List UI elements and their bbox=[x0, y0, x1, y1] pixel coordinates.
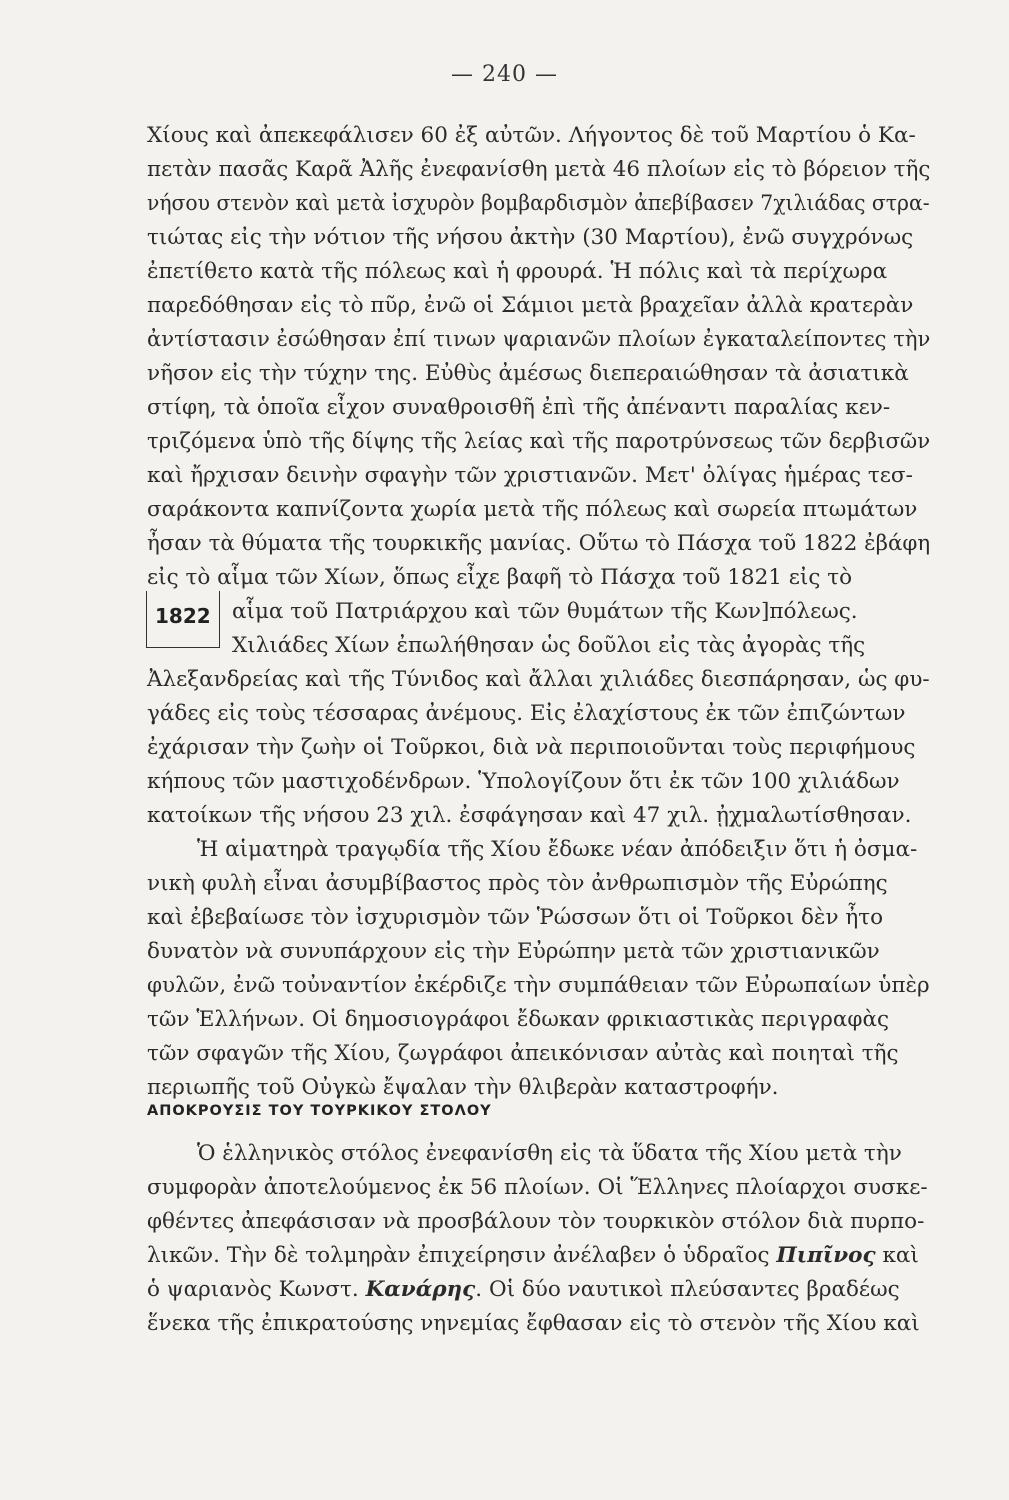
text-line: νῆσον εἰς τὴν τύχην της. Εὐθὺς ἀμέσως διεπεραιώθησαν τὰ ἀσιατικὰ bbox=[147, 361, 909, 386]
text-line: ἕνεκα τῆς ἐπικρατούσης νηνεμίας ἔφθασαν εἰς τὸ στενὸν τῆς Χίου καὶ bbox=[147, 1311, 920, 1336]
text-fragment: λικῶν. Τὴν δὲ τολμηρὰν ἐπιχείρησιν ἀνέλαβεν ὁ ὑδραῖος bbox=[147, 1243, 770, 1268]
text-line: σαράκοντα καπνίζοντα χωρία μετὰ τῆς πόλεως καὶ σωρεία πτωμάτων bbox=[147, 497, 918, 522]
text-line: στίφη, τὰ ὁποῖα εἶχον συναθροισθῆ ἐπὶ τῆς ἀπέναντι παραλίας κεν- bbox=[147, 395, 891, 420]
text-line: φθέντες ἀπεφάσισαν νὰ προσβάλουν τὸν τουρκικὸν στόλον διὰ πυρπο- bbox=[147, 1209, 925, 1234]
text-fragment: . Οἱ δύο ναυτικοὶ πλεύσαντες βραδέως bbox=[475, 1277, 900, 1302]
text-line: ἐπετίθετο κατὰ τῆς πόλεως καὶ ἡ φρουρά. Ἡ πόλις καὶ τὰ περίχωρα bbox=[147, 259, 888, 284]
text-line: φυλῶν, ἐνῶ τοὐναντίον ἐκέρδιζε τὴν συμπάθειαν τῶν Εὐρωπαίων ὑπὲρ bbox=[147, 973, 930, 998]
page-number: — 240 — bbox=[451, 62, 558, 87]
person-name-pipinos: Πιπῖνος bbox=[776, 1243, 876, 1268]
text-fragment: ὁ ψαριανὸς Κωνστ. bbox=[147, 1277, 359, 1302]
text-line: τριζόμενα ὑπὸ τῆς δίψης τῆς λείας καὶ τῆς παροτρύνσεως τῶν δερβισῶν bbox=[147, 429, 931, 454]
text-line: Χιλιάδες Χίων ἐπωλήθησαν ὡς δοῦλοι εἰς τὰς ἀγορὰς τῆς bbox=[232, 633, 866, 658]
text-line: Ἡ αἱματηρὰ τραγῳδία τῆς Χίου ἔδωκε νέαν ἀπόδειξιν ὅτι ἡ ὀσμα- bbox=[197, 837, 918, 862]
person-name-kanaris: Κανάρης bbox=[365, 1277, 476, 1302]
text-line: ἀντίστασιν ἐσώθησαν ἐπί τινων ψαριανῶν πλοίων ἐγκαταλείποντες τὴν bbox=[147, 327, 931, 352]
text-line: τῶν σφαγῶν τῆς Χίου, ζωγράφοι ἀπεικόνισαν αὐτὰς καὶ ποιηταὶ τῆς bbox=[147, 1041, 899, 1066]
text-line: εἰς τὸ αἷμα τῶν Χίων, ὅπως εἶχε βαφῆ τὸ Πάσχα τοῦ 1821 εἰς τὸ bbox=[147, 565, 853, 590]
text-line: ἐχάρισαν τὴν ζωὴν οἱ Τοῦρκοι, διὰ νὰ περιποιοῦνται τοὺς περιφήμους bbox=[147, 735, 916, 760]
text-line: γάδες εἰς τοὺς τέσσαρας ἀνέμους. Εἰς ἐλαχίστους ἐκ τῶν ἐπιζώντων bbox=[147, 701, 906, 726]
text-line: κήπους τῶν μαστιχοδένδρων. Ὑπολογίζουν ὅτι ἐκ τῶν 100 χιλιάδων bbox=[147, 769, 900, 794]
text-line: δυνατὸν νὰ συνυπάρχουν εἰς τὴν Εὐρώπην μετὰ τῶν χριστιανικῶν bbox=[147, 939, 880, 964]
text-line: κατοίκων τῆς νήσου 23 χιλ. ἐσφάγησαν καὶ 47 χιλ. ᾐχμαλωτίσθησαν. bbox=[147, 803, 912, 828]
text-line: συμφορὰν ἀποτελούμενος ἐκ 56 πλοίων. Οἱ Ἕλληνες πλοίαρχοι συσκε- bbox=[147, 1175, 928, 1200]
section-heading: ΑΠΟΚΡΟΥΣΙΣ ΤΟΥ ΤΟΥΡΚΙΚΟΥ ΣΤΟΛΟΥ bbox=[147, 1103, 492, 1119]
text-fragment: καὶ bbox=[882, 1243, 919, 1268]
text-line: αἷμα τοῦ Πατριάρχου καὶ τῶν θυμάτων τῆς Κων]πόλεως. bbox=[232, 599, 858, 624]
text-line: Ἀλεξανδρείας καὶ τῆς Τύνιδος καὶ ἄλλαι χιλιάδες διεσπάρησαν, ὡς φυ- bbox=[147, 667, 930, 692]
text-line: περιωπῆς τοῦ Οὐγκὼ ἔψαλαν τὴν θλιβερὰν καταστροφήν. bbox=[147, 1075, 779, 1100]
text-line: νήσου στενὸν καὶ μετὰ ἰσχυρὸν βομβαρδισμὸν ἀπεβίβασεν 7χιλιάδας στρα- bbox=[147, 191, 930, 216]
text-line: καὶ ἐβεβαίωσε τὸν ἰσχυρισμὸν τῶν Ῥώσσων ὅτι οἱ Τοῦρκοι δὲν ἦτο bbox=[147, 905, 884, 930]
text-line: τῶν Ἑλλήνων. Οἱ δημοσιογράφοι ἔδωκαν φρικιαστικὰς περιγραφὰς bbox=[147, 1007, 890, 1032]
text-line bbox=[147, 1241, 919, 1271]
text-line: νικὴ φυλὴ εἶναι ἀσυμβίβαστος πρὸς τὸν ἀνθρωπισμὸν τῆς Εὐρώπης bbox=[147, 871, 888, 896]
text-line: ἦσαν τὰ θύματα τῆς τουρκικῆς μανίας. Οὕτω τὸ Πάσχα τοῦ 1822 ἐβάφη bbox=[147, 531, 931, 556]
text-line: τιώτας εἰς τὴν νότιον τῆς νήσου ἀκτὴν (30 Μαρτίου), ἐνῶ συγχρόνως bbox=[147, 225, 914, 250]
text-line: Χίους καὶ ἀπεκεφάλισεν 60 ἐξ αὐτῶν. Λήγοντος δὲ τοῦ Μαρτίου ὁ Κα- bbox=[147, 123, 916, 148]
text-line: παρεδόθησαν εἰς τὸ πῦρ, ἐνῶ οἱ Σάμιοι μετὰ βραχεῖαν ἀλλὰ κρατερὰν bbox=[147, 293, 914, 318]
text-line: πετὰν πασᾶς Καρᾶ Ἀλῆς ἐνεφανίσθη μετὰ 46 πλοίων εἰς τὸ βόρειον τῆς bbox=[147, 157, 931, 182]
text-line bbox=[147, 1275, 900, 1305]
year-margin-note: 1822 bbox=[155, 604, 211, 628]
text-line: καὶ ἤρχισαν δεινὴν σφαγὴν τῶν χριστιανῶν. Μετ' ὀλίγας ἡμέρας τεσ- bbox=[147, 463, 913, 488]
text-line: Ὁ ἑλληνικὸς στόλος ἐνεφανίσθη εἰς τὰ ὕδατα τῆς Χίου μετὰ τὴν bbox=[197, 1141, 902, 1166]
